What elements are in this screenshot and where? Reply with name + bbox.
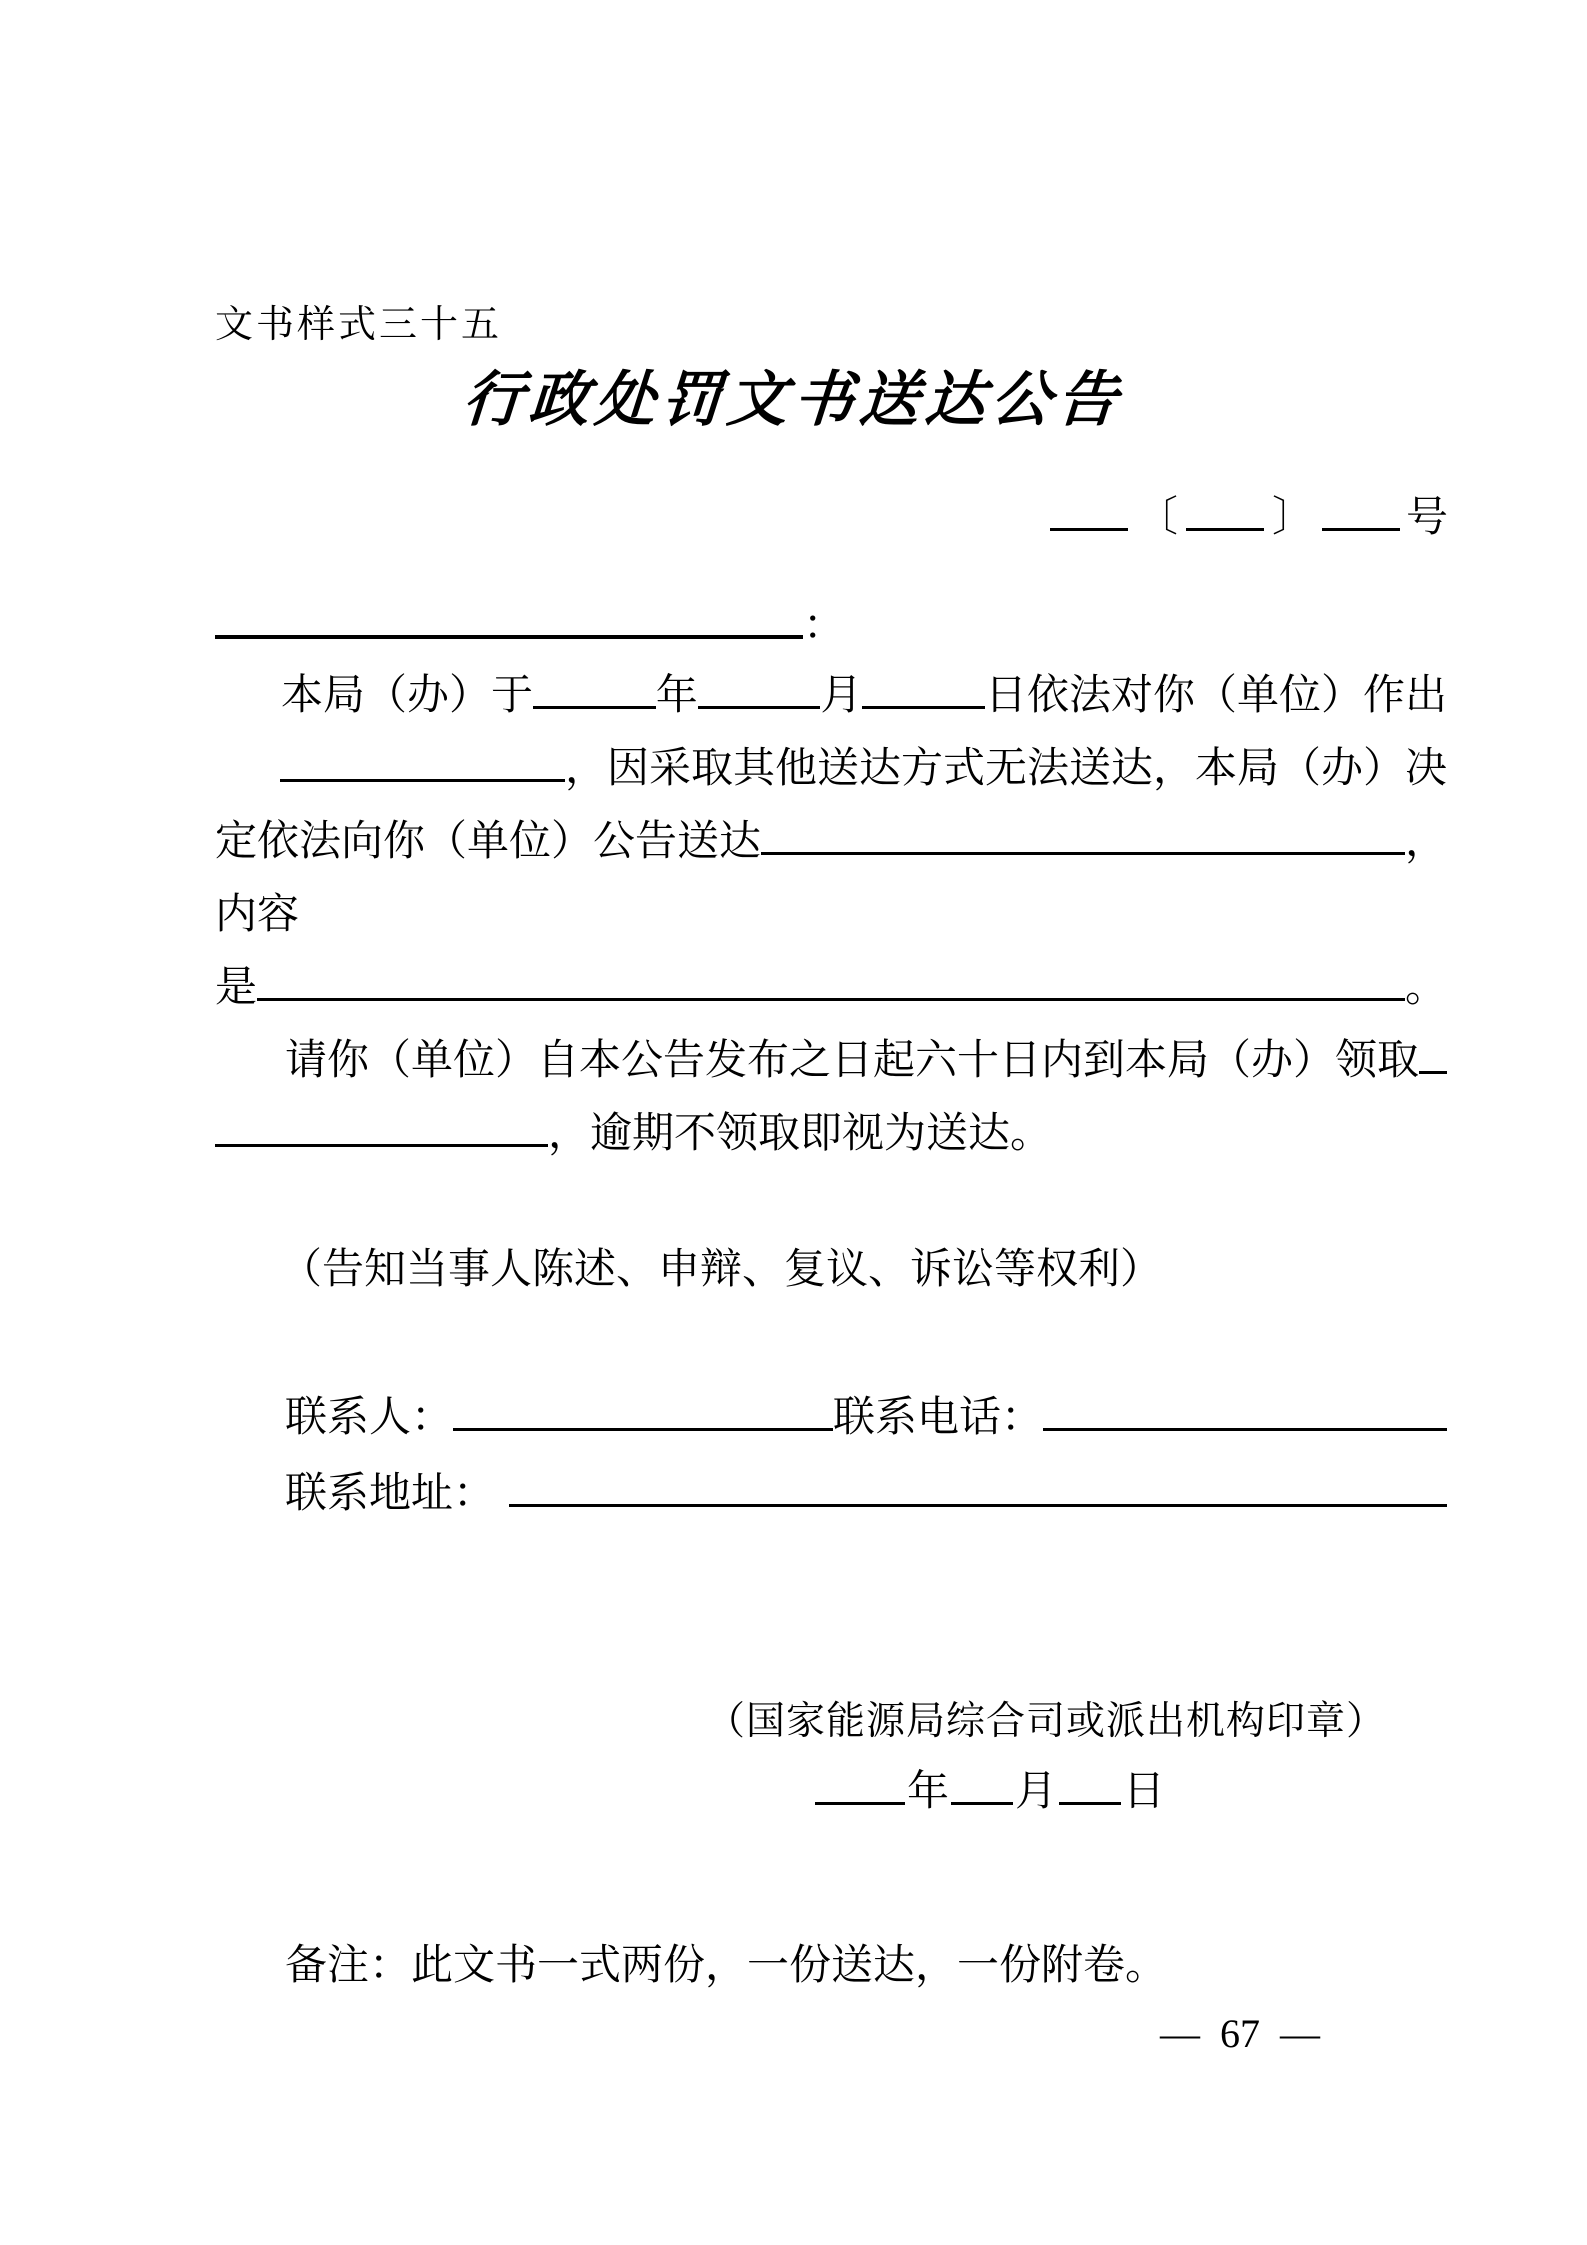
signature-year-blank <box>815 1799 905 1805</box>
body-line-5 <box>215 952 1447 1025</box>
addressee-line <box>215 592 865 652</box>
signature-month-blank <box>951 1799 1013 1805</box>
body-text <box>215 660 1447 1171</box>
served-document-blank <box>761 849 1405 855</box>
body-line-1-text-a: 本局（办）于 <box>281 673 534 719</box>
content-blank <box>257 995 1405 1001</box>
month-blank <box>698 703 821 709</box>
contact-phone-label: 联系电话： <box>833 1395 1044 1441</box>
stamp-note: （国家能源局综合司或派出机构印章） <box>706 1700 1387 1743</box>
body-line-7-text: ，逾期不领取即视为送达。 <box>548 1111 1053 1157</box>
pickup-document-blank-start <box>1419 1068 1447 1074</box>
document-title: 行政处罚文书送达公告 <box>460 367 1126 433</box>
body-line-7 <box>215 1098 1447 1171</box>
body-line-2 <box>215 733 1447 806</box>
body-line-1 <box>215 660 1447 733</box>
page-number-right-dash: — <box>1280 2011 1320 2056</box>
contact-line-2 <box>215 1456 1447 1532</box>
decision-blank-continued <box>280 776 565 782</box>
page-number-value: 67 <box>1220 2011 1260 2056</box>
contact-line-1 <box>215 1380 1447 1456</box>
body-line-3 <box>215 806 1447 879</box>
rights-note: （告知当事人陈述、申辩、复议、诉讼等权利） <box>280 1247 1163 1293</box>
body-line-4-text: 内容 <box>215 892 300 938</box>
body-line-5-period: 。 <box>1404 965 1447 1011</box>
contact-address-label: 联系地址： <box>285 1471 496 1517</box>
doc-number-suffix: 号 <box>1406 495 1449 541</box>
signature-day-label: 日 <box>1123 1769 1166 1815</box>
doc-number-prefix-blank <box>1050 525 1128 531</box>
remark-note: 备注：此文书一式两份，一份送达，一份附卷。 <box>285 1943 1168 1989</box>
year-blank <box>533 703 656 709</box>
doc-number-line <box>1050 484 1448 544</box>
body-line-1-text-b: 日依法对你（单位）作出 <box>985 673 1448 719</box>
pickup-document-blank-continued <box>215 1141 548 1147</box>
spacer <box>495 1501 509 1507</box>
signature-year-label: 年 <box>907 1769 950 1815</box>
doc-number-year-blank <box>1186 525 1264 531</box>
contact-phone-blank <box>1043 1425 1447 1431</box>
body-line-3-comma: ， <box>1404 819 1447 865</box>
contact-address-blank <box>509 1501 1447 1507</box>
signature-month-label: 月 <box>1015 1769 1058 1815</box>
body-line-3-text-a: 定依法向你（单位）公告送达 <box>215 819 762 865</box>
signature-day-blank <box>1059 1799 1121 1805</box>
day-blank <box>862 703 985 709</box>
form-style-label: 文书样式三十五 <box>215 304 503 346</box>
addressee-colon: ： <box>803 603 846 649</box>
contact-person-blank <box>453 1425 833 1431</box>
page-number-left-dash: — <box>1160 2011 1200 2056</box>
month-label: 月 <box>820 673 863 719</box>
addressee-blank <box>215 633 803 639</box>
doc-number-serial-blank <box>1322 525 1400 531</box>
contact-person-label: 联系人： <box>285 1395 454 1441</box>
page-number <box>1160 2010 1320 2057</box>
doc-number-bracket-close: 〕 <box>1272 495 1315 541</box>
body-line-6-text: 请你（单位）自本公告发布之日起六十日内到本局（办）领取 <box>285 1038 1420 1084</box>
body-line-2-text: ，因采取其他送达方式无法送达，本局（办）决 <box>564 746 1447 792</box>
body-line-6 <box>215 1025 1447 1098</box>
doc-number-bracket-open: 〔 <box>1136 495 1179 541</box>
body-line-4 <box>215 879 1447 952</box>
year-label: 年 <box>655 673 698 719</box>
contact-block <box>215 1380 1447 1532</box>
body-line-5-text-a: 是 <box>215 965 258 1011</box>
signature-date-line <box>815 1758 1167 1818</box>
